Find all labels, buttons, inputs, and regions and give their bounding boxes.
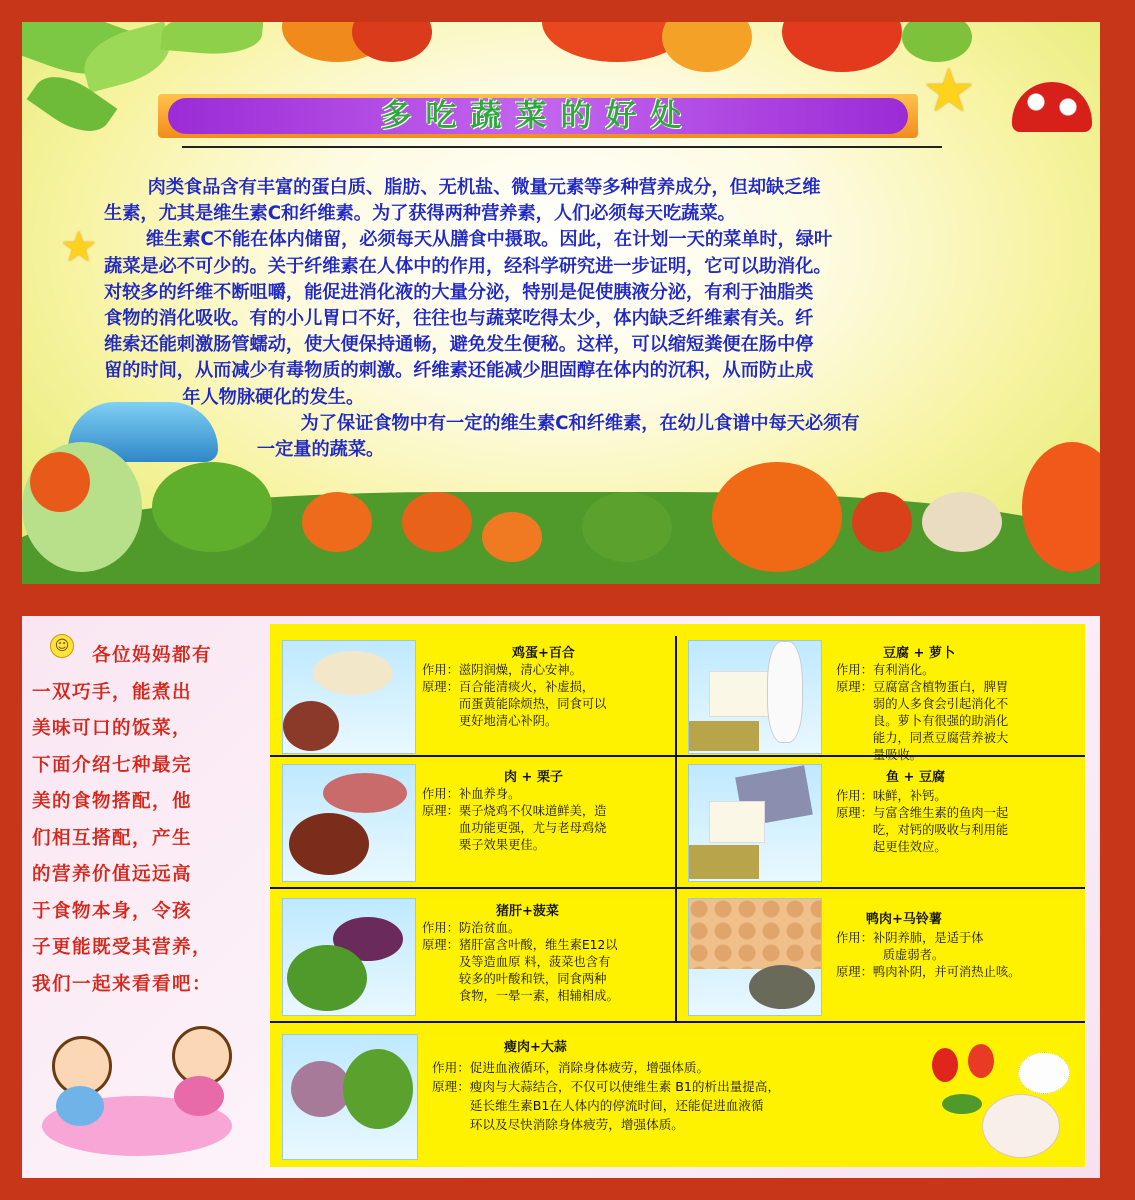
principle-label: 原理： xyxy=(432,1079,470,1094)
principle-text: 较多的叶酸和铁，同食两种 xyxy=(458,972,607,986)
left-intro-line: 下面介绍七种最完 xyxy=(32,754,193,776)
intro-line: 维索还能刺激肠管蠕动，使大便保持通畅，避免发生便秘。这样，可以缩短粪便在肠中停 xyxy=(104,334,814,356)
principle-text: 百合能清痰火，补虚损， xyxy=(458,680,595,694)
effect-text: 有利消化。 xyxy=(872,663,935,677)
top-panel xyxy=(22,22,1100,584)
mushroom-icon xyxy=(1012,82,1092,132)
bottom-panel xyxy=(22,616,1100,1178)
intro-text xyxy=(104,175,1064,463)
left-intro-line: 子更能既受其营养， xyxy=(32,937,213,958)
liver-spinach-photo xyxy=(282,898,416,1016)
tofu-radish-photo xyxy=(688,640,822,754)
effect-label: 作用： xyxy=(422,663,459,677)
effect-text: 味鲜，补钙。 xyxy=(872,789,947,803)
pairing-title: 瘦肉+大蒜 xyxy=(504,1040,567,1055)
intro-line: 维生素C不能在体内储留，必须每天从膳食中摄取。因此，在计划一天的菜单时，绿叶 xyxy=(145,229,833,251)
left-intro-line: 的营养价值远远高 xyxy=(32,864,193,885)
principle-text: 鸭肉补阴，并可消热止咳。 xyxy=(872,965,1021,979)
principle-text: 更好地清心补阴。 xyxy=(458,714,558,728)
effect-text: 质虚弱者。 xyxy=(882,948,945,962)
principle-text: 及等造血原 料，菠菜也含有 xyxy=(458,955,611,969)
intro-line: 一定量的蔬菜。 xyxy=(256,439,385,461)
left-intro-line: 于食物本身，令孩 xyxy=(32,900,193,922)
principle-text: 能力，同煮豆腐营养被大 xyxy=(872,731,1009,745)
principle-label: 原理： xyxy=(836,806,873,820)
effect-text: 滋阴润燥，清心安神。 xyxy=(458,663,582,677)
principle-text: 食物，一晕一素，相辅相成。 xyxy=(458,989,619,1003)
pairing-card xyxy=(282,640,672,752)
effect-text: 补血养身。 xyxy=(458,787,521,801)
principle-text: 血功能更强，尤与老母鸡烧 xyxy=(458,821,607,835)
pairing-card xyxy=(282,1034,1077,1160)
pairing-title: 鱼 + 豆腐 xyxy=(886,770,945,785)
effect-label: 作用： xyxy=(836,931,873,945)
principle-text: 弱的人多食会引起消化不 xyxy=(872,697,1009,711)
lean-meat-garlic-photo xyxy=(282,1034,418,1160)
principle-text: 栗子烧鸡不仅味道鲜美，造 xyxy=(458,804,607,818)
pairing-title: 豆腐 + 萝卜 xyxy=(883,646,955,661)
intro-line: 年人物脉硬化的发生。 xyxy=(182,386,365,408)
principle-label: 原理： xyxy=(836,680,873,694)
principle-label: 原理： xyxy=(422,680,459,694)
effect-label: 作用： xyxy=(432,1060,470,1075)
principle-text: 延长维生素B1在人体内的停流时间，还能促进血液循 xyxy=(469,1098,764,1113)
pairing-card xyxy=(688,898,1080,1016)
food-pairings xyxy=(270,624,1085,1167)
effect-text: 促进血液循环，消除身体疲劳，增强体质。 xyxy=(469,1060,710,1075)
principle-text: 吃，对钙的吸收与利用能 xyxy=(872,823,1009,837)
intro-line: 留的时间，从而减少有毒物质的刺激。纤维素还能减少胆固醇在体内的沉积，从而防止成 xyxy=(104,360,814,382)
left-intro-line: 我们一起来看看吧： xyxy=(32,973,213,995)
page-title: 多吃蔬菜的好处 xyxy=(380,98,696,134)
pairing-title: 肉 + 栗子 xyxy=(504,770,563,785)
effect-label: 作用： xyxy=(836,789,873,803)
effect-label: 作用： xyxy=(836,663,873,677)
flower-vase-icon xyxy=(922,1044,1072,1156)
pairing-title: 鸡蛋+百合 xyxy=(512,646,575,661)
left-intro-line: 们相互搭配，产生 xyxy=(32,827,193,849)
principle-text: 豆腐富含植物蛋白，脾胃 xyxy=(872,680,1009,694)
effect-label: 作用： xyxy=(422,787,459,801)
meat-chestnut-photo xyxy=(282,764,416,882)
star-icon: ★ xyxy=(922,56,976,126)
pairing-title: 鸭肉+马铃薯 xyxy=(866,912,942,927)
left-intro-line: 一双巧手，能煮出 xyxy=(32,681,193,703)
principle-label: 原理： xyxy=(422,938,459,952)
principle-label: 原理： xyxy=(836,965,873,979)
principle-text: 量吸收。 xyxy=(872,748,923,762)
intro-line: 蔬菜是必不可少的。关于纤维素在人体中的作用，经科学研究进一步证明，它可以助消化。 xyxy=(104,255,832,277)
principle-text: 栗子效果更佳。 xyxy=(458,838,545,852)
principle-label: 原理： xyxy=(422,804,459,818)
pairing-title: 猪肝+菠菜 xyxy=(496,904,559,919)
principle-text: 良。萝卜有很强的助消化 xyxy=(872,714,1009,728)
children-icon xyxy=(22,1016,272,1176)
left-intro-line: 美的食物搭配，他 xyxy=(32,791,193,812)
egg-lily-photo xyxy=(282,640,416,754)
effect-text: 补阴养肺，是适于体 xyxy=(872,931,984,945)
left-intro xyxy=(32,638,272,1003)
pairing-card xyxy=(282,764,672,882)
title-underline xyxy=(182,146,942,148)
intro-line: 生素，尤其是维生素C和纤维素。为了获得两种营养素，人们必须每天吃蔬菜。 xyxy=(104,203,736,225)
star-icon: ★ xyxy=(60,222,98,271)
effect-text: 防治贫血。 xyxy=(458,921,521,935)
intro-line: 食物的消化吸收。有的小儿胃口不好，往往也与蔬菜吃得太少，体内缺乏纤维素有关。纤 xyxy=(104,308,814,330)
principle-text: 而蛋黄能除烦热，同食可以 xyxy=(458,697,607,711)
effect-label: 作用： xyxy=(422,921,459,935)
pairing-card xyxy=(688,764,1080,882)
left-intro-line: 美味可口的饭菜， xyxy=(32,718,193,739)
left-intro-line: 各位妈妈都有 xyxy=(92,645,213,666)
principle-text: 猪肝富含叶酸，维生素E12以 xyxy=(458,938,618,952)
title-bar xyxy=(158,94,918,138)
duck-potato-photo xyxy=(688,898,822,1016)
intro-line: 对较多的纤维不断咀嚼，能促进消化液的大量分泌，特别是促使胰液分泌，有利于油脂类 xyxy=(104,281,814,303)
fish-tofu-photo xyxy=(688,764,822,882)
smiley-icon: ☺ xyxy=(50,634,74,658)
principle-text: 瘦肉与大蒜结合，不仅可以使维生素 B1的析出量提高， xyxy=(469,1079,781,1094)
intro-line: 为了保证食物中有一定的维生素C和纤维素，在幼儿食谱中每天必须有 xyxy=(300,412,860,434)
pairing-card xyxy=(282,898,672,1016)
pairing-card xyxy=(688,640,1080,762)
intro-line: 肉类食品含有丰富的蛋白质、脂肪、无机盐、微量元素等多种营养成分，但却缺乏维 xyxy=(147,177,821,198)
principle-text: 环以及尽快消除身体疲劳，增强体质。 xyxy=(469,1117,684,1132)
principle-text: 起更佳效应。 xyxy=(872,840,947,854)
principle-text: 与富含维生素的鱼肉一起 xyxy=(872,806,1009,820)
